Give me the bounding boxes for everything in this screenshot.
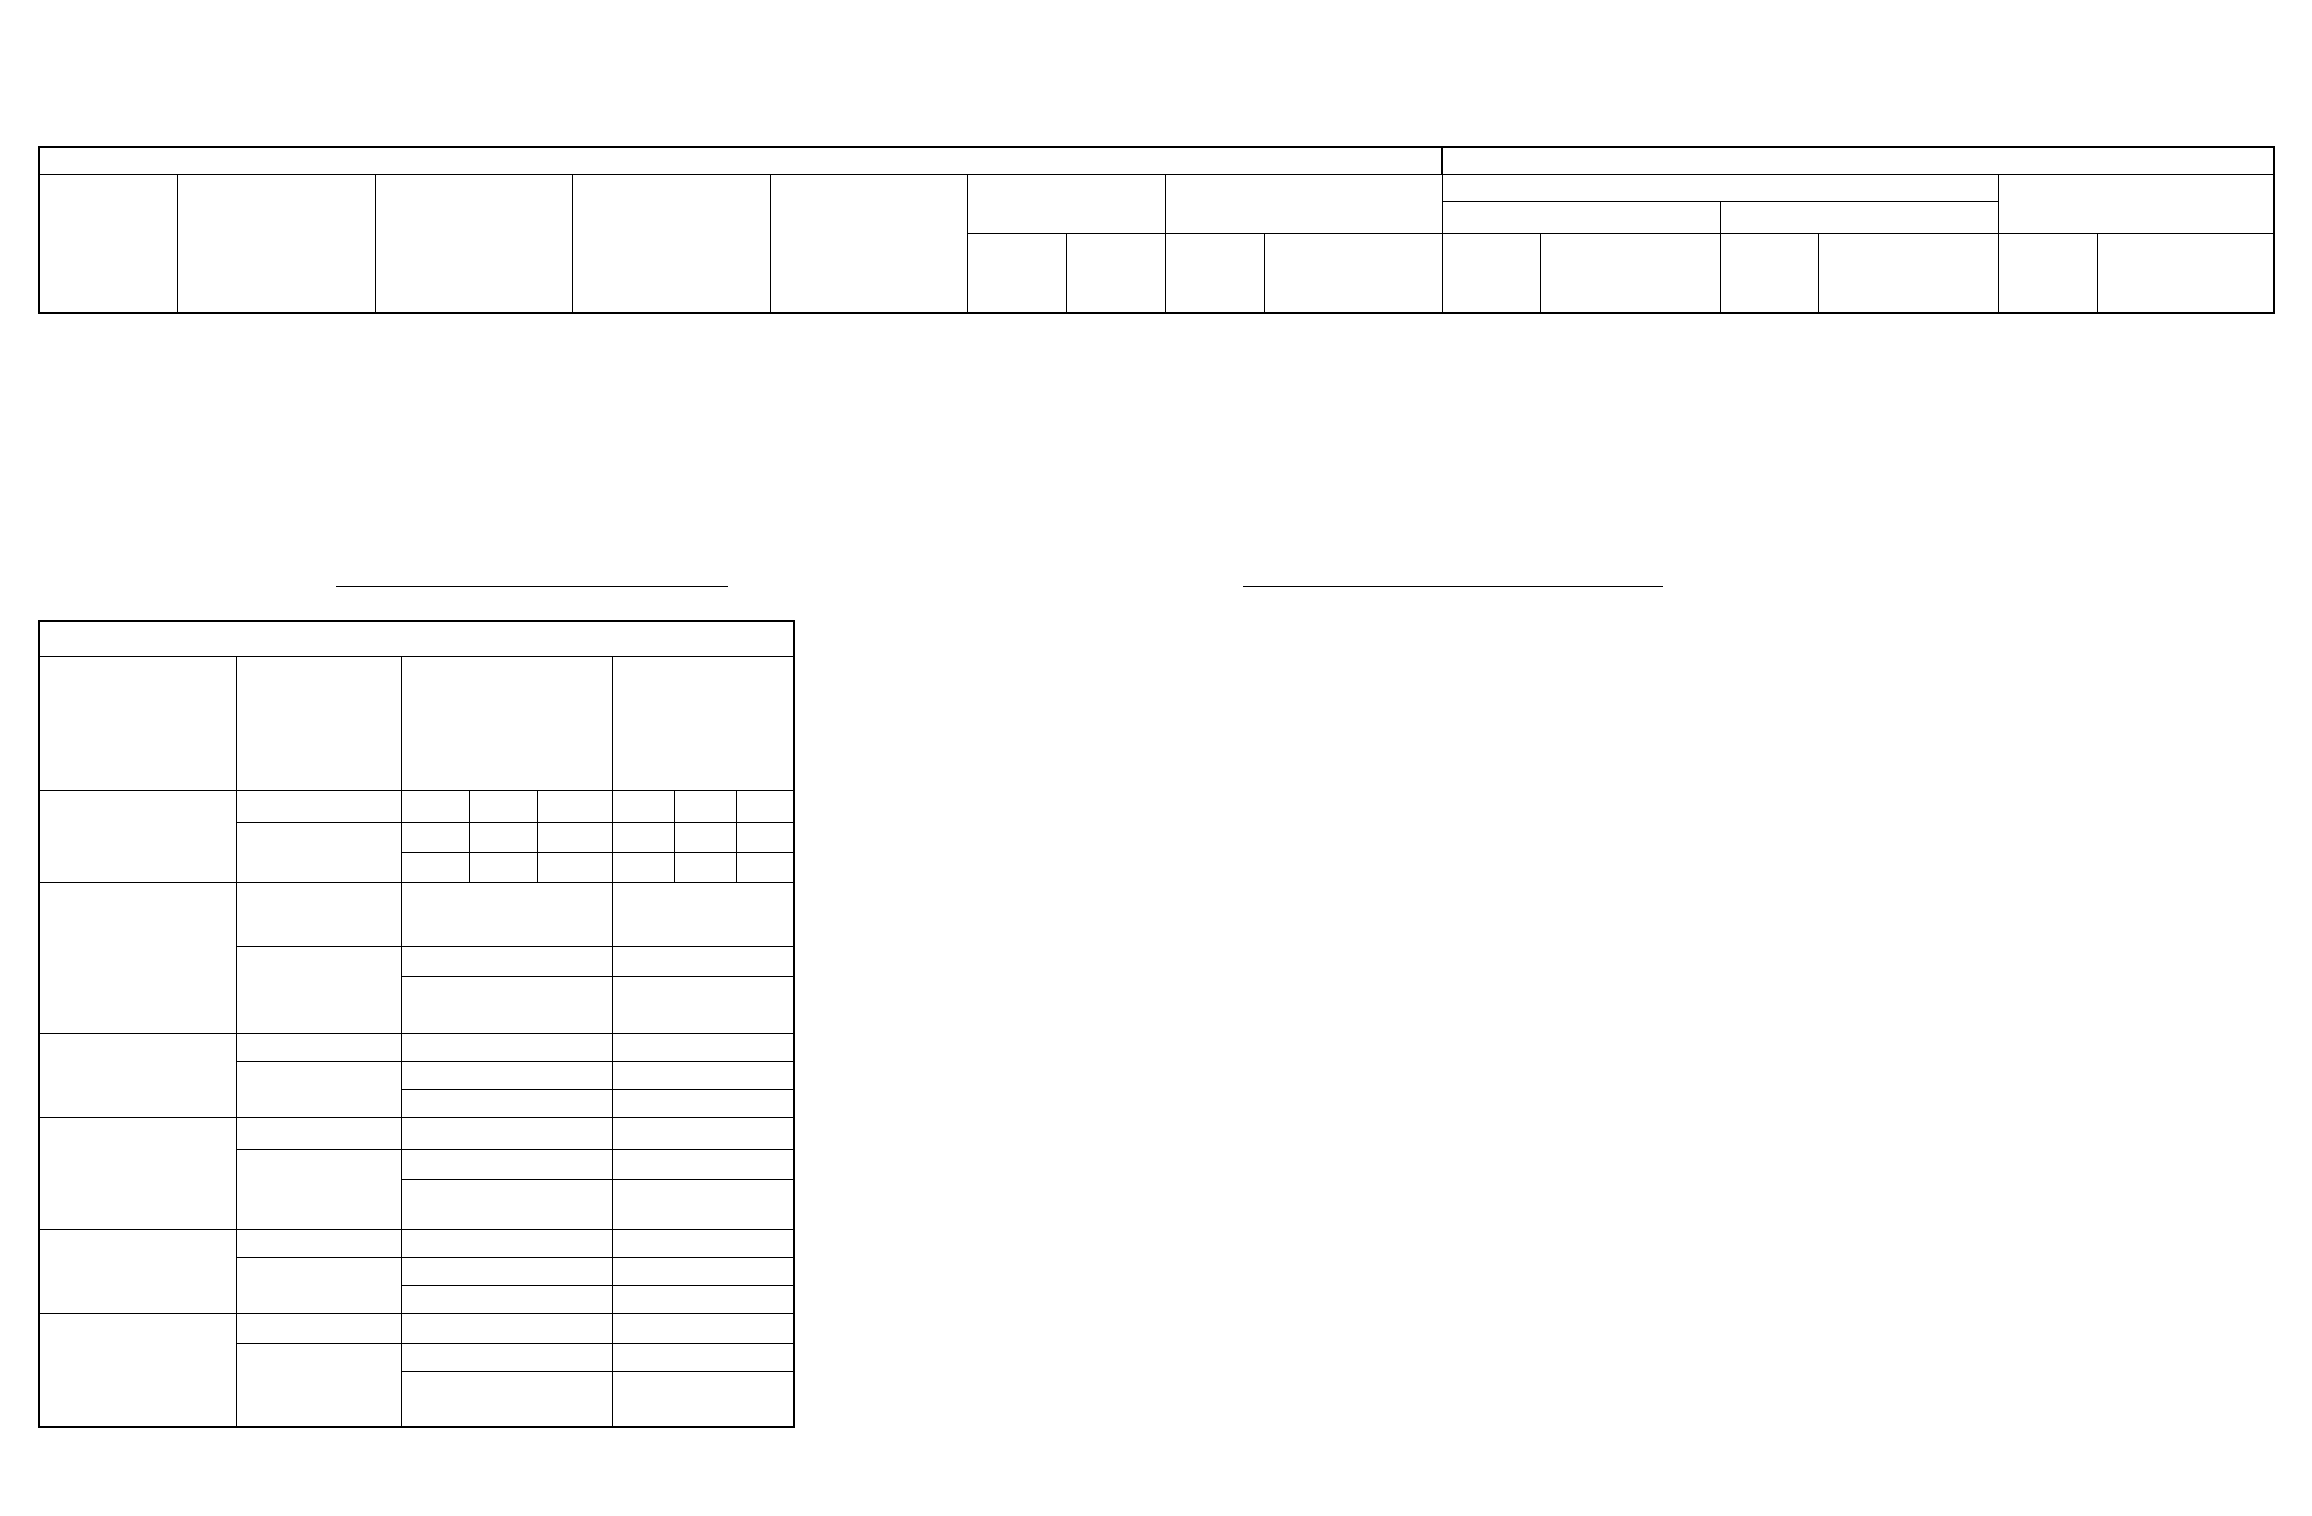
idle-time-table: [38, 620, 795, 1428]
idle-row-other-reasons: [39, 1313, 236, 1427]
idle-row-technical-fault: [39, 1229, 236, 1313]
territory-soviet: [236, 1313, 401, 1343]
dispatcher-signature-line[interactable]: [1243, 568, 1663, 587]
without-cargo-total: [1720, 233, 1818, 313]
idle-row-unloading: [39, 882, 236, 1033]
group-enterprise-header: [1442, 147, 2274, 174]
dispatcher-signature: [1243, 568, 1663, 593]
territory-soviet: [236, 1229, 401, 1257]
territory-foreign: [236, 1257, 401, 1313]
driver-signature-line[interactable]: [336, 568, 728, 587]
col-tkm: [1998, 174, 2274, 233]
territory-foreign: [236, 1061, 401, 1117]
col-code: [1066, 233, 1165, 313]
territory-foreign: [236, 1343, 401, 1427]
territory-soviet: [236, 790, 401, 822]
territory-soviet: [236, 1117, 401, 1149]
col-origin: [177, 174, 375, 313]
with-cargo-foreign: [1540, 233, 1720, 313]
with-cargo-total: [1442, 233, 1540, 313]
col-destination: [375, 174, 572, 313]
idle-title: [39, 621, 794, 656]
col-cargo-name: [770, 174, 967, 313]
idle-row-rest-stops: [39, 1117, 236, 1229]
col-class: [967, 233, 1066, 313]
tkm-total: [1998, 233, 2097, 313]
col-forward-direction: [401, 656, 612, 790]
without-cargo-foreign: [1818, 233, 1998, 313]
col-transported: [1165, 174, 1442, 233]
idle-row-border: [39, 1033, 236, 1117]
idle-row-loading: [39, 790, 236, 882]
col-with-cargo: [1442, 201, 1720, 233]
col-transport-document: [572, 174, 770, 313]
col-territory: [236, 656, 401, 790]
transported-total: [1165, 233, 1264, 313]
col-return-direction: [612, 656, 794, 790]
col-without-cargo: [1720, 201, 1998, 233]
territory-soviet: [236, 882, 401, 946]
idle-blank-header: [39, 656, 236, 790]
territory-soviet: [236, 1033, 401, 1061]
territory-foreign: [236, 822, 401, 882]
tkm-foreign: [2097, 233, 2274, 313]
territory-foreign: [236, 946, 401, 1033]
transported-foreign: [1264, 233, 1442, 313]
group-driver-header: [39, 147, 1442, 174]
shipment-table: [38, 146, 2275, 314]
col-shipper: [39, 174, 177, 313]
col-cargo: [967, 174, 1165, 233]
territory-foreign: [236, 1149, 401, 1229]
col-mileage: [1442, 174, 1998, 201]
driver-signature: [336, 568, 728, 593]
